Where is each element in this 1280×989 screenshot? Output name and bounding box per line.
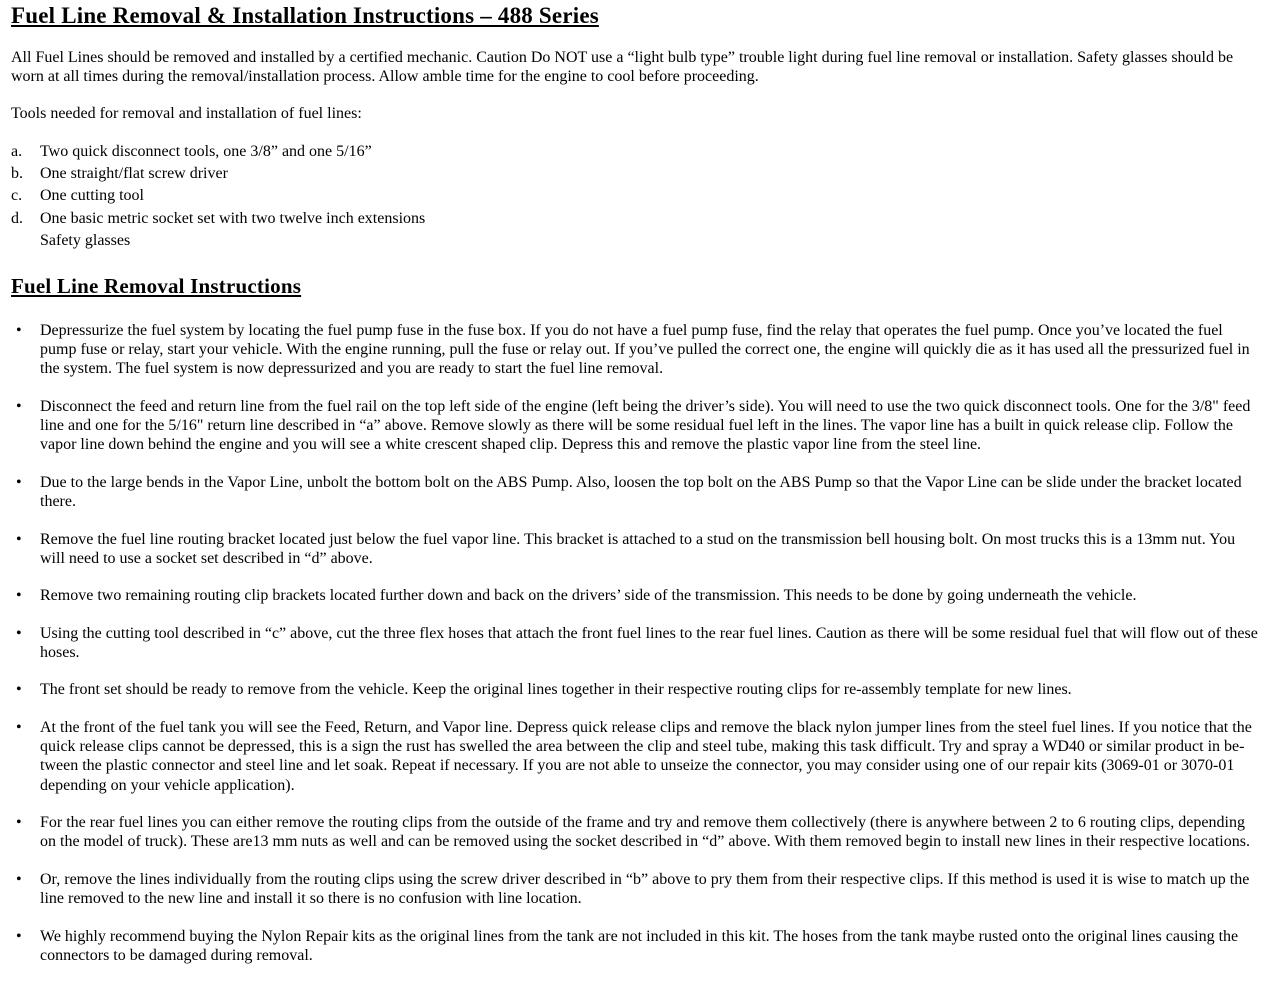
- tools-list-item: [11, 186, 1260, 205]
- bullet-icon: •: [16, 321, 22, 339]
- bullet-text: For the rear fuel lines you can either remove the routing clips from the outside of the frame and try and remove them collectively (there is anywhere between 2 to 6 routing clips, depending on the model of truck). These are13 mm nuts as well and can be removed using the socket described in “d” above. With them removed begin to install new lines in their respective locations.: [40, 814, 1250, 851]
- tool-text: One cutting tool: [40, 187, 144, 205]
- bullet-icon: •: [16, 530, 22, 548]
- bullet-text: At the front of the fuel tank you will see the Feed, Return, and Vapor line. Depress quick release clips and remove the black nylon jumper lines from the steel fuel lines. If you notice that the quick release clips cannot be depressed, this is a sign the rust has swelled the area between the clip and steel tube, making this task difficult. Try and spray a WD40 or similar product in be-tween the plastic connector and steel line and let soak. Repeat if necessary. If you are not able to unseize the connector, you may consider using one of our repair kits (3069-01 or 3070-01 depending on your vehicle application).: [40, 718, 1252, 794]
- bullet-item: [11, 813, 1260, 852]
- bullet-item: [11, 870, 1260, 909]
- bullet-text: The front set should be ready to remove from the vehicle. Keep the original lines together in their respective routing clips for re-assembly template for new lines.: [40, 681, 1072, 699]
- tool-extra-text: Safety glasses: [40, 232, 131, 250]
- tools-heading: Tools needed for removal and installation of fuel lines:: [11, 105, 362, 123]
- list-letter-marker: b.: [11, 165, 23, 183]
- bullet-icon: •: [16, 927, 22, 945]
- bullet-item: [11, 321, 1260, 379]
- list-letter-marker: a.: [11, 142, 23, 160]
- bullet-icon: •: [16, 870, 22, 888]
- bullet-item: [11, 473, 1260, 512]
- tools-list-item: [11, 164, 1260, 183]
- bullet-icon: •: [16, 587, 22, 605]
- bullet-item: [11, 718, 1260, 795]
- bullet-text: Remove two remaining routing clip brackets located further down and back on the drivers’ side of the transmission. This needs to be done by going underneath the vehicle.: [40, 587, 1137, 605]
- bullet-text: Using the cutting tool described in “c” above, cut the three flex hoses that attach the front fuel lines to the rear fuel lines. Caution as there will be some residual fuel that will flow out of these hoses.: [40, 624, 1258, 661]
- tool-text: Two quick disconnect tools, one 3/8” and one 5/16”: [40, 142, 372, 160]
- tools-list-item: [11, 209, 1260, 228]
- bullet-item: [11, 397, 1260, 455]
- bullet-item: [11, 530, 1260, 569]
- bullet-text: Disconnect the feed and return line from the fuel rail on the top left side of the engine (left being the driver’s side). You will need to use the two quick disconnect tools. One for the 3/8" feed line and one for the 5/16" return line described in “a” above. Remove slowly as there will be some residual fuel left in the lines. The vapor line has a built in quick release clip. Follow the vapor line down behind the engine and you will see a white crescent shaped clip. Depress this and remove the plastic vapor line from the steel line.: [40, 397, 1251, 454]
- tools-list-item: [11, 142, 1260, 161]
- bullet-item: [11, 680, 1260, 699]
- bullet-item: [11, 586, 1260, 605]
- intro-paragraph: All Fuel Lines should be removed and installed by a certified mechanic. Caution Do NOT use a “light bulb type” trouble light during fuel line removal or installation. Safety glasses should be worn at all times during the removal/installation process. Allow amble time for the engine to cool before proceeding.: [11, 48, 1234, 85]
- page-title: Fuel Line Removal & Installation Instructions – 488 Series: [11, 3, 599, 28]
- list-letter-marker: d.: [11, 209, 23, 227]
- bullet-icon: •: [16, 718, 22, 736]
- bullet-text: Remove the fuel line routing bracket located just below the fuel vapor line. This bracket is attached to a stud on the transmission bell housing bolt. On most trucks this is a 13mm nut. You will need to use a socket set described in “d” above.: [40, 530, 1236, 567]
- steps-list: [11, 321, 1260, 966]
- bullet-icon: •: [16, 814, 22, 832]
- bullet-text: Due to the large bends in the Vapor Line, unbolt the bottom bolt on the ABS Pump. Also, loosen the top bolt on the ABS Pump so that the Vapor Line can be slide under the bracket located there.: [40, 473, 1242, 511]
- bullet-icon: •: [16, 681, 22, 699]
- bullet-icon: •: [16, 473, 22, 491]
- bullet-icon: •: [16, 624, 22, 642]
- tool-text: One straight/flat screw driver: [40, 165, 228, 183]
- bullet-text: Or, remove the lines individually from the routing clips using the screw driver described in “b” above to pry them from their respective clips. If this method is used it is wise to match up the line removed to the new line and install it so there is no confusion with line location.: [40, 870, 1250, 908]
- section-heading: Fuel Line Removal Instructions: [11, 274, 302, 299]
- bullet-text: Depressurize the fuel system by locating the fuel pump fuse in the fuse box. If you do not have a fuel pump fuse, find the relay that operates the fuel pump. Once you’ve located the fuel pump fuse or relay, start your vehicle. With the engine running, pull the fuse or relay out. If you’ve pulled the correct one, the engine will quickly die as it has used all the pressurized fuel in the system. The fuel system is now depressurized and you are ready to start the fuel line removal.: [40, 321, 1250, 378]
- bullet-icon: •: [16, 397, 22, 415]
- bullet-item: [11, 624, 1260, 663]
- list-letter-marker: c.: [11, 187, 23, 205]
- tools-list: [11, 142, 1260, 251]
- tool-text: One basic metric socket set with two twelve inch extensions: [40, 209, 426, 227]
- bullet-item: [11, 927, 1260, 966]
- bullet-text: We highly recommend buying the Nylon Repair kits as the original lines from the tank are not included in this kit. The hoses from the tank maybe rusted onto the original lines causing the connectors to be damaged during removal.: [40, 927, 1239, 964]
